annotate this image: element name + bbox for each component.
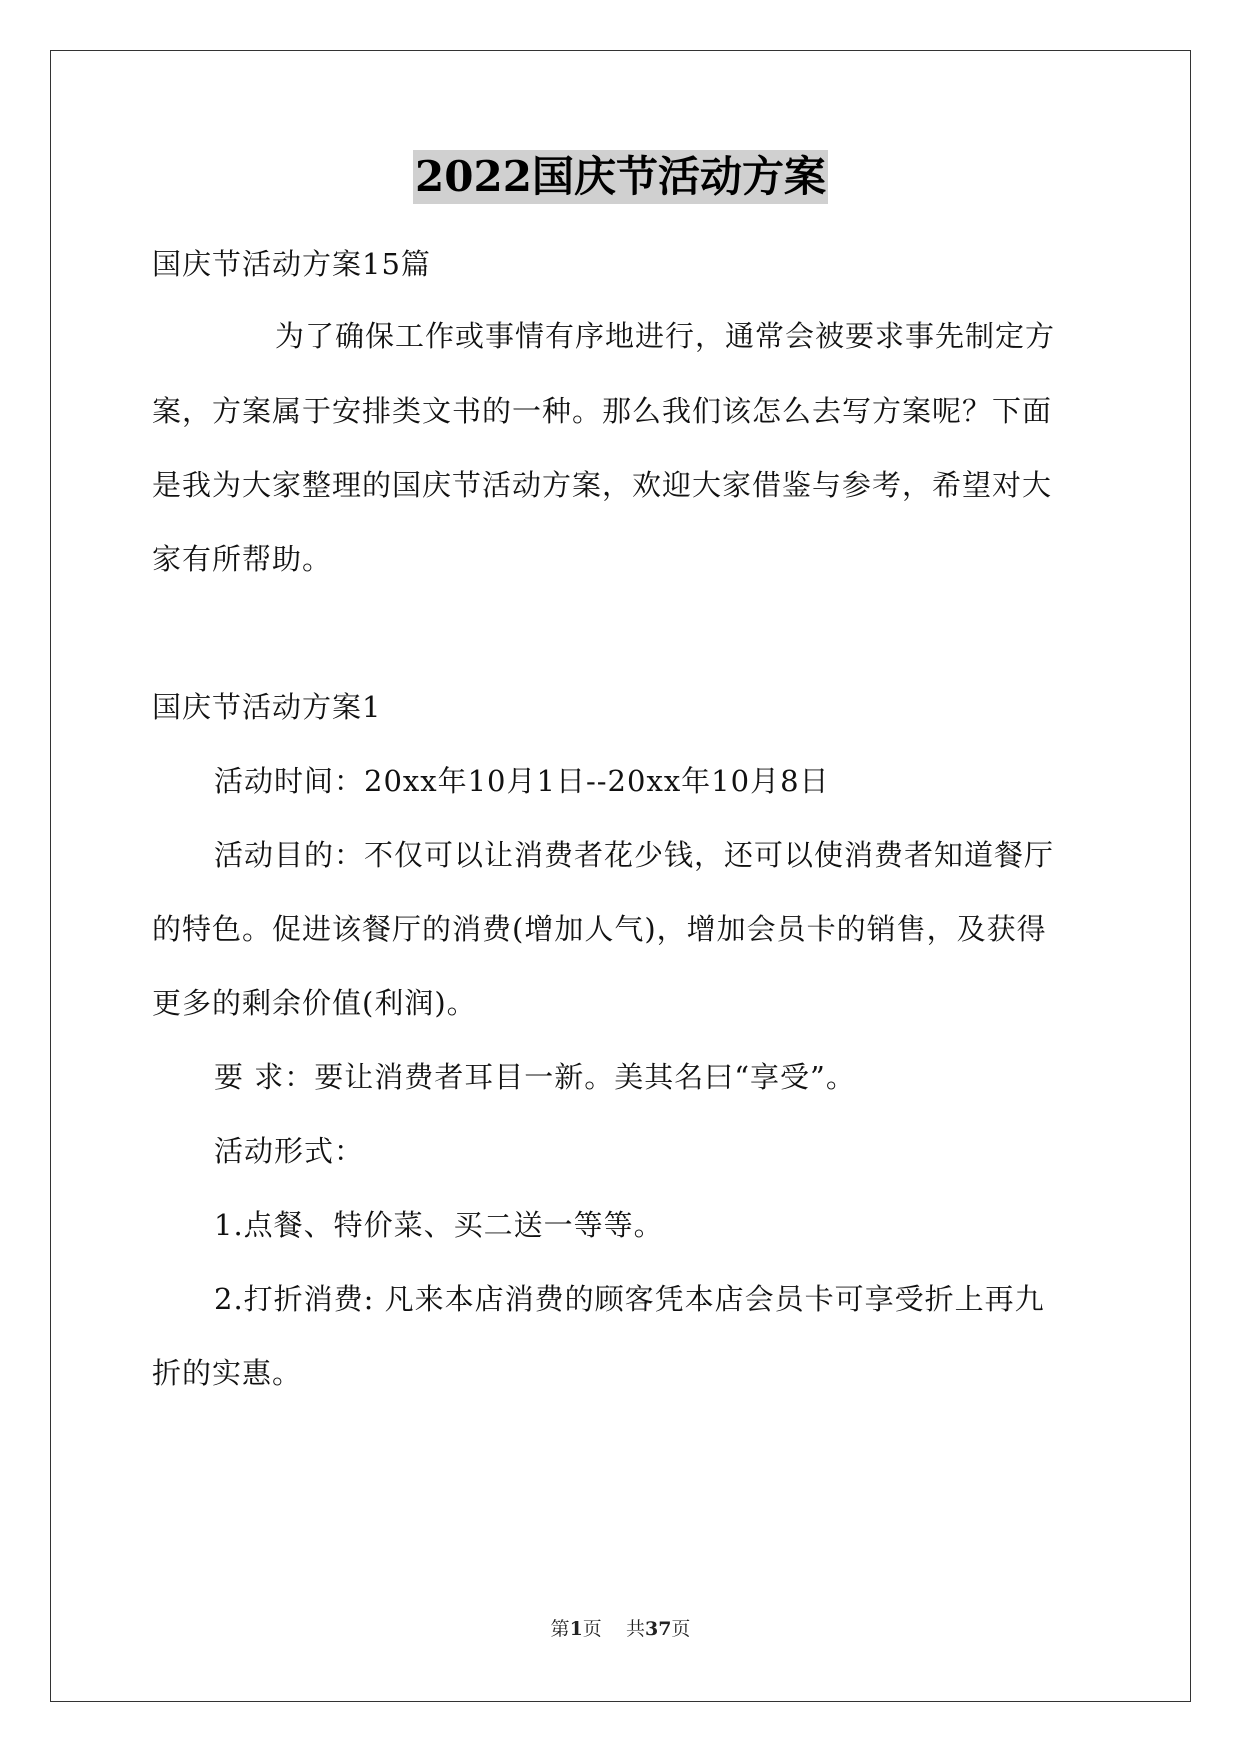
footer-middle: 页 共 (582, 1618, 645, 1640)
paragraph-line: 活动时间：20xx年10月1日--20xx年10月8日 (214, 764, 830, 798)
paragraph-line: 折的实惠。 (152, 1356, 303, 1390)
footer-suffix: 页 (671, 1618, 691, 1640)
list-item: 2.打折消费: 凡来本店消费的顾客凭本店会员卡可享受折上再九 (214, 1282, 1045, 1316)
paragraph-line: 为了确保工作或事情有序地进行，通常会被要求事先制定方 (275, 319, 1056, 353)
subtitle-line: 国庆节活动方案15篇 (152, 247, 431, 281)
section-heading: 国庆节活动方案1 (152, 690, 382, 724)
page-border (50, 50, 1191, 1702)
total-page-number: 37 (644, 1618, 672, 1640)
paragraph-line: 是我为大家整理的国庆节活动方案，欢迎大家借鉴与参考，希望对大 (152, 468, 1053, 502)
paragraph-line: 的特色。促进该餐厅的消费(增加人气)，增加会员卡的销售，及获得 (152, 912, 1047, 946)
paragraph-line: 案，方案属于安排类文书的一种。那么我们该怎么去写方案呢？下面 (152, 394, 1053, 428)
paragraph-line: 更多的剩余价值(利润)。 (152, 986, 477, 1020)
paragraph-line: 家有所帮助。 (152, 542, 333, 576)
paragraph-line: 要 求：要让消费者耳目一新。美其名曰“享受”。 (214, 1060, 856, 1094)
footer-prefix: 第 (550, 1618, 570, 1640)
page-footer (0, 1617, 1241, 1641)
document-title: 2022国庆节活动方案 (413, 150, 828, 204)
paragraph-line: 活动目的：不仅可以让消费者花少钱，还可以使消费者知道餐厅 (214, 838, 1055, 872)
title-wrap (0, 150, 1241, 204)
current-page-number: 1 (569, 1618, 583, 1640)
paragraph-line: 活动形式： (214, 1134, 365, 1168)
list-item: 1.点餐、特价菜、买二送一等等。 (214, 1208, 664, 1242)
